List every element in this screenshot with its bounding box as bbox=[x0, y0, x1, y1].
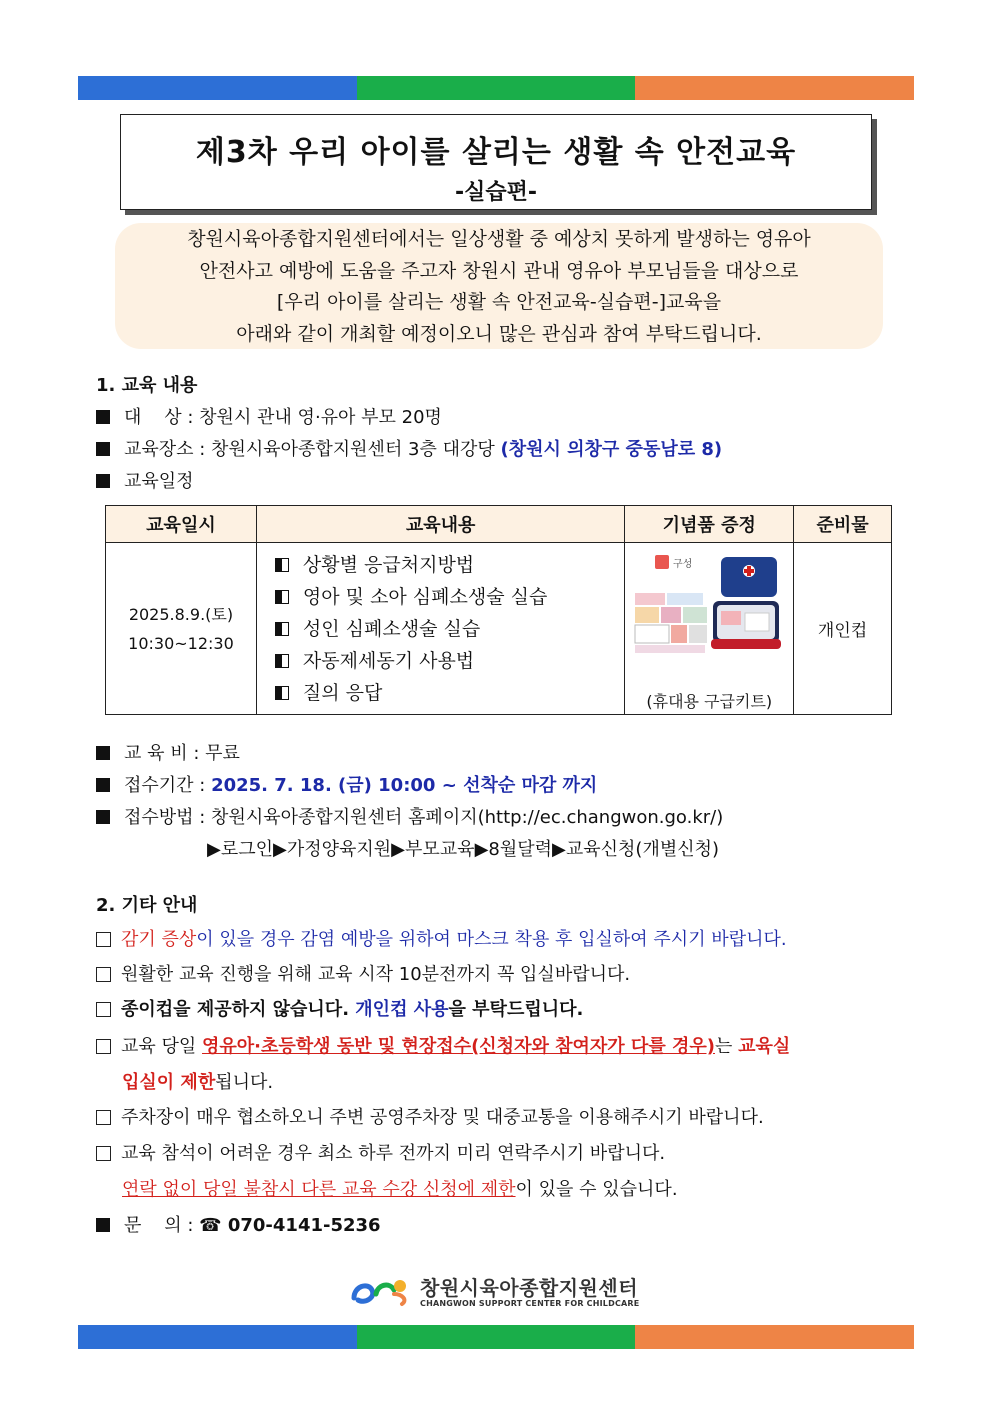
intro-line: 아래와 같이 개최할 예정이오니 많은 관심과 참여 부탁드립니다. bbox=[236, 322, 762, 345]
svg-text:구성: 구성 bbox=[673, 559, 693, 570]
contact-line: 문 의 : ☎ 070-4141-5236 bbox=[96, 1211, 381, 1237]
bullet-square-icon bbox=[96, 442, 110, 456]
bottom-color-stripe bbox=[78, 1325, 914, 1349]
place-line: 교육장소 : 창원시육아종합지원센터 3층 대강당 (창원시 의창구 중동남로 8) bbox=[96, 435, 722, 461]
checkbox-icon bbox=[96, 1039, 111, 1054]
bullet-square-icon bbox=[96, 778, 110, 792]
intro-panel bbox=[115, 223, 883, 349]
org-logo-icon bbox=[350, 1272, 414, 1308]
place-address: (창원시 의창구 중동남로 8) bbox=[500, 439, 723, 460]
first-aid-kit-image bbox=[633, 551, 785, 663]
title-box bbox=[120, 114, 872, 210]
schedule-table bbox=[105, 505, 892, 715]
list-item: 영아 및 소아 심폐소생술 실습 bbox=[275, 581, 624, 613]
list-item: 성인 심폐소생술 실습 bbox=[275, 613, 624, 645]
notice-5: 주차장이 매우 협소하오니 주변 공영주차장 및 대중교통을 이용해주시기 바랍니다. bbox=[96, 1103, 764, 1129]
list-item: 자동제세동기 사용법 bbox=[275, 645, 624, 677]
notice-6-cont: 연락 없이 당일 불참시 다른 교육 수강 신청에 제한이 있을 수 있습니다. bbox=[122, 1179, 678, 1200]
section1-heading: 1. 교육 내용 bbox=[96, 375, 198, 396]
half-square-bullet-icon bbox=[275, 590, 289, 604]
table-header: 기념품 증정 bbox=[625, 506, 794, 543]
table-header: 교육내용 bbox=[256, 506, 624, 543]
gift-cell bbox=[625, 543, 794, 715]
notice-1: 감기 증상이 있을 경우 감염 예방을 위하여 마스크 착용 후 입실하여 주시기 바랍니다. bbox=[96, 925, 787, 951]
bullet-square-icon bbox=[96, 474, 110, 488]
period-value: 2025. 7. 18. (금) 10:00 ~ 선착순 마감 까지 bbox=[211, 775, 598, 796]
org-name-ko: 창원시육아종합지원센터 bbox=[420, 1276, 639, 1300]
contact-phone: ☎ 070-4141-5236 bbox=[199, 1215, 381, 1236]
checkbox-icon bbox=[96, 1146, 111, 1161]
bullet-square-icon bbox=[96, 810, 110, 824]
date-cell: 2025.8.9.(토) 10:30~12:30 bbox=[106, 543, 257, 715]
intro-line: 창원시육아종합지원센터에서는 일상생활 중 예상치 못하게 발생하는 영유아 bbox=[187, 228, 811, 250]
half-square-bullet-icon bbox=[275, 622, 289, 636]
bullet-square-icon bbox=[96, 1218, 110, 1232]
period-line: 접수기간 : 2025. 7. 18. (금) 10:00 ~ 선착순 마감 까지 bbox=[96, 771, 597, 797]
intro-line: [우리 아이를 살리는 생활 속 안전교육-실습편-]교육을 bbox=[276, 291, 722, 313]
half-square-bullet-icon bbox=[275, 686, 289, 700]
list-item: 상황별 응급처지방법 bbox=[275, 549, 624, 581]
schedule-line: 교육일정 bbox=[96, 467, 194, 493]
bullet-square-icon bbox=[96, 410, 110, 424]
fee-line: 교 육 비 : 무료 bbox=[96, 739, 240, 765]
page-subtitle: -실습편- bbox=[454, 180, 538, 205]
half-square-bullet-icon bbox=[275, 654, 289, 668]
bullet-square-icon bbox=[96, 746, 110, 760]
checkbox-icon bbox=[96, 932, 111, 947]
org-name-en: CHANGWON SUPPORT CENTER FOR CHILDCARE bbox=[420, 1299, 640, 1308]
notice-6: 교육 참석이 어려운 경우 최소 하루 전까지 미리 연락주시기 바랍니다. bbox=[96, 1139, 665, 1165]
section2-heading: 2. 기타 안내 bbox=[96, 895, 198, 916]
half-square-bullet-icon bbox=[275, 558, 289, 572]
org-logo bbox=[350, 1272, 639, 1308]
gift-caption: (휴대용 구급키트) bbox=[646, 692, 773, 711]
checkbox-icon bbox=[96, 1002, 111, 1017]
table-header: 교육일시 bbox=[106, 506, 257, 543]
table-header: 준비물 bbox=[794, 506, 892, 543]
prep-cell: 개인컵 bbox=[794, 543, 892, 715]
intro-line: 안전사고 예방에 도움을 주고자 창원시 관내 영유아 부모님들을 대상으로 bbox=[199, 259, 799, 282]
target-line: 대 상 : 창원시 관내 영·유아 부모 20명 bbox=[96, 403, 442, 429]
checkbox-icon bbox=[96, 967, 111, 982]
notice-3: 종이컵을 제공하지 않습니다. 개인컵 사용을 부탁드립니다. bbox=[96, 995, 583, 1021]
top-color-stripe bbox=[78, 76, 914, 100]
page-title: 제3차 우리 아이를 살리는 생활 속 안전교육 bbox=[195, 135, 797, 170]
notice-4-cont: 입실이 제한됩니다. bbox=[122, 1072, 274, 1093]
notice-2: 원활한 교육 진행을 위해 교육 시작 10분전까지 꼭 입실바랍니다. bbox=[96, 960, 630, 986]
method-line: 접수방법 : 창원시육아종합지원센터 홈페이지(http://ec.changwon.go.kr/) bbox=[96, 803, 723, 829]
content-cell bbox=[256, 543, 624, 715]
list-item: 질의 응답 bbox=[275, 677, 624, 709]
method-path: ▶로그인▶가정양육지원▶부모교육▶8월달력▶교육신청(개별신청) bbox=[207, 839, 720, 860]
notice-4: 교육 당일 영유아·초등학생 동반 및 현장접수(신청자와 참여자가 다를 경우)는 교육실 bbox=[96, 1032, 790, 1058]
checkbox-icon bbox=[96, 1110, 111, 1125]
